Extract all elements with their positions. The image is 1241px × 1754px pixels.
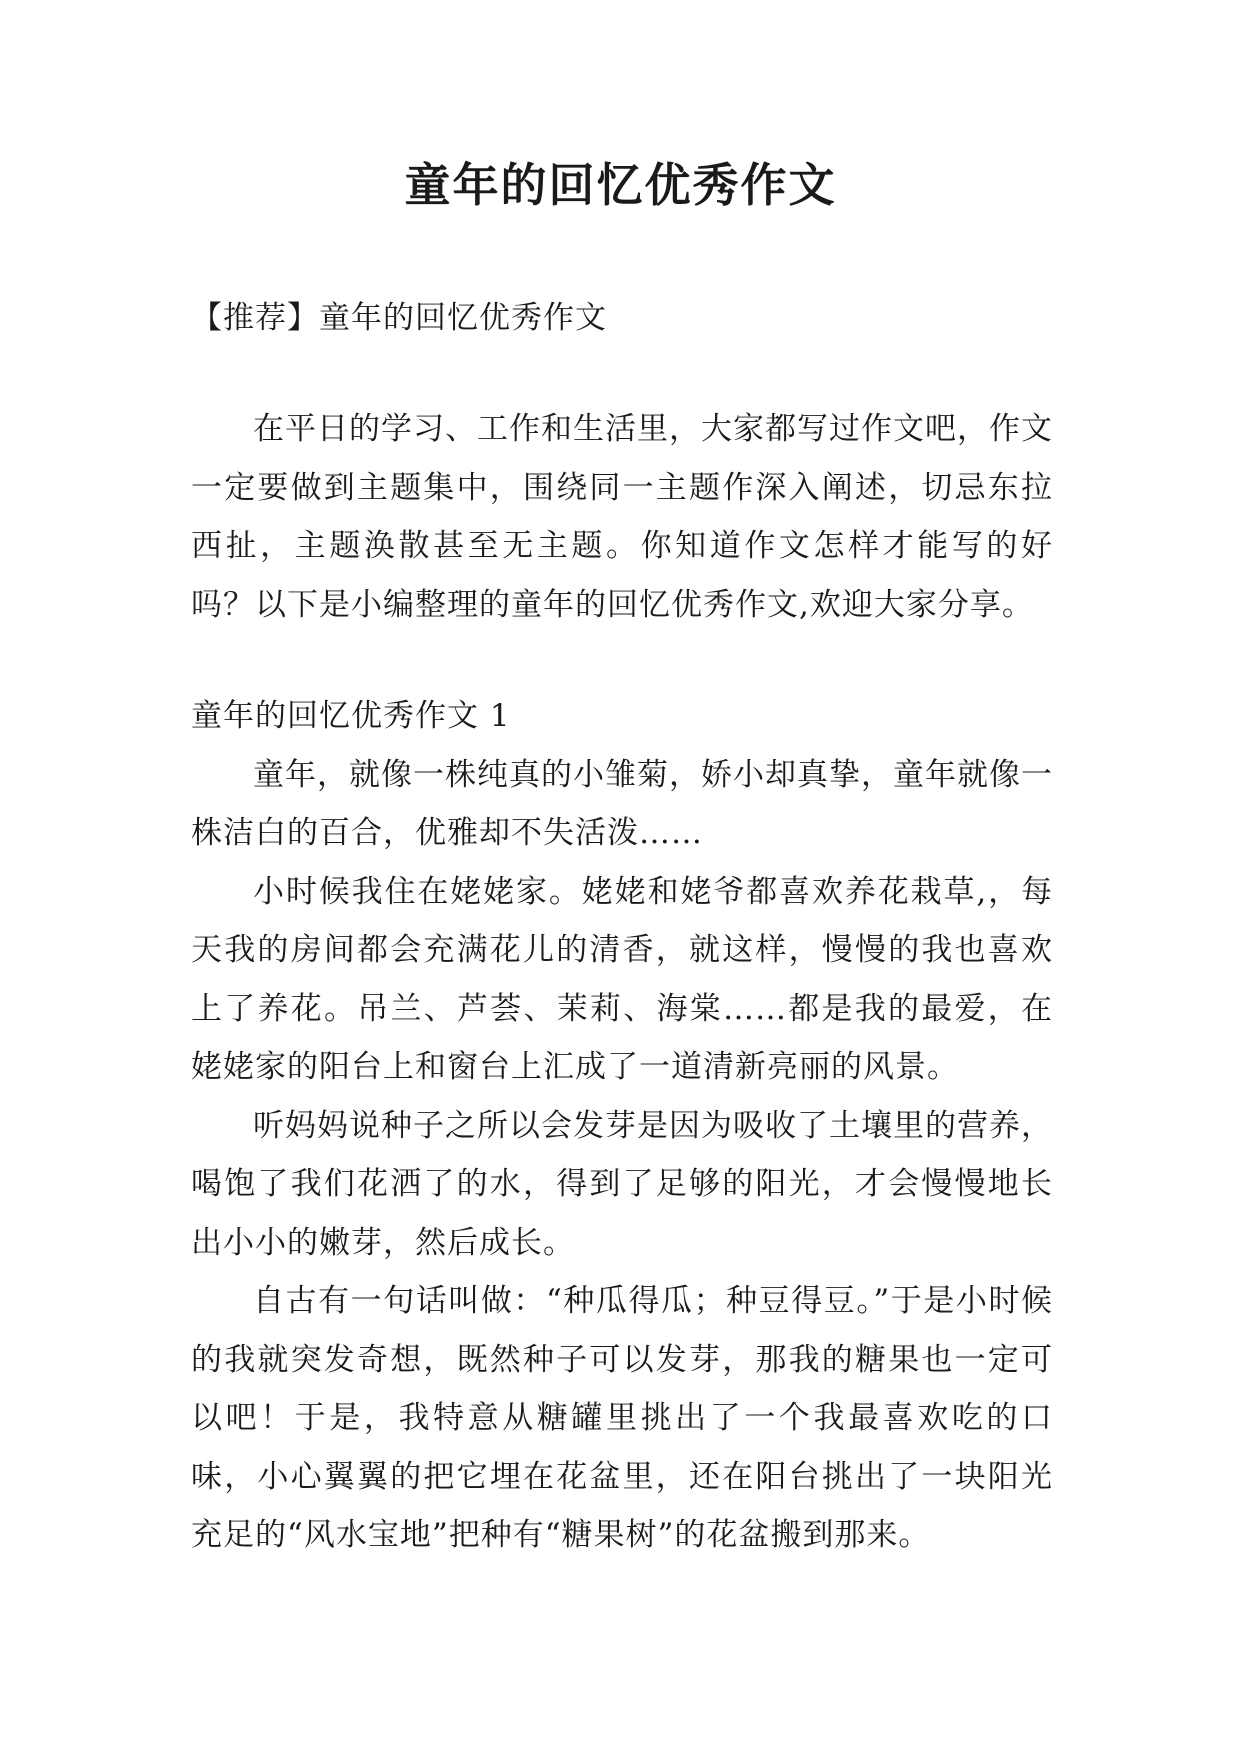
- section-title: 童年的回忆优秀作文 1: [191, 698, 511, 734]
- body-paragraph-3: 听妈妈说种子之所以会发芽是因为吸收了土壤里的营养，喝饱了我们花洒了的水，得到了足够的阳光，才会慢慢地长出小小的嫩芽，然后成长。: [191, 1107, 1053, 1261]
- body-paragraph-1: 童年，就像一株纯真的小雏菊，娇小却真挚，童年就像一株洁白的百合，优雅却不失活泼……: [191, 756, 1053, 851]
- body-paragraph-2: 小时候我住在姥姥家。姥姥和姥爷都喜欢养花栽草,，每天我的房间都会充满花儿的清香，就这样，慢慢的我也喜欢上了养花。吊兰、芦荟、茉莉、海棠……都是我的最爱，在姥姥家的阳台上和窗台上汇成了一道清新亮丽的风景。: [191, 873, 1053, 1085]
- intro-paragraph: 在平日的学习、工作和生活里，大家都写过作文吧，作文一定要做到主题集中，围绕同一主题作深入阐述，切忌东拉西扯，主题涣散甚至无主题。你知道作文怎样才能写的好吗？以下是小编整理的童年的回忆优秀作文,欢迎大家分享。: [191, 411, 1053, 623]
- body-paragraph-4: 自古有一句话叫做：“种瓜得瓜；种豆得豆。”于是小时候的我就突发奇想，既然种子可以发芽，那我的糖果也一定可以吧！于是，我特意从糖罐里挑出了一个我最喜欢吃的口味，小心翼翼的把它埋在花盆里，还在阳台挑出了一块阳光充足的“风水宝地”把种有“糖果树”的花盆搬到那来。: [191, 1283, 1053, 1553]
- document-title: 童年的回忆优秀作文: [404, 158, 837, 212]
- document-body: [191, 289, 1053, 1565]
- recommend-line: 【推荐】童年的回忆优秀作文: [191, 300, 607, 336]
